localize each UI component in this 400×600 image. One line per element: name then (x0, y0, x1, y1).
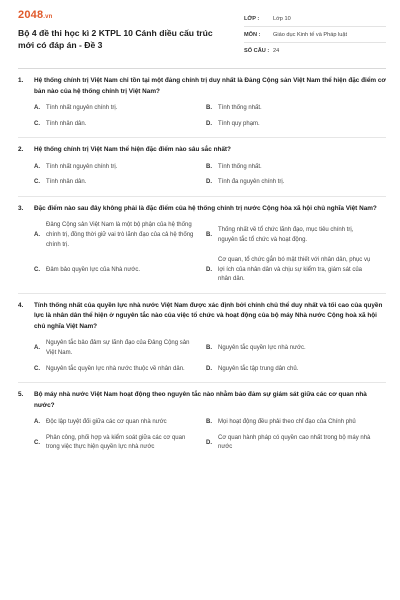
option-letter: A. (34, 163, 40, 170)
option-b[interactable] (206, 101, 378, 117)
logo-text: 2048 (18, 9, 44, 21)
option-text: Tính thống nhất. (218, 163, 262, 170)
option-text: Nguyên tắc quyền lực nhà nước thuộc về nhân dân. (46, 365, 185, 372)
option-d[interactable] (206, 253, 378, 288)
option-text: Tính đa nguyên chính trị. (218, 179, 285, 186)
option-letter: A. (34, 419, 40, 426)
option-text: Tính nhất nguyên chính trị. (46, 163, 118, 170)
option-text: Tính thống nhất. (218, 105, 262, 111)
option-text: Đảm bảo quyền lực của Nhà nước. (46, 266, 141, 273)
option-text: Tính nhân dân. (46, 120, 87, 127)
logo-suffix: .vn (43, 14, 53, 20)
question-text: Bộ máy nhà nước Việt Nam hoạt động theo nguyên tắc nào nhằm bảo đảm sự giám sát giữa các cơ quan nhà nước? (34, 391, 367, 409)
meta-subject (244, 27, 386, 43)
option-a[interactable] (34, 415, 206, 431)
option-letter: B. (206, 163, 212, 170)
option-letter: D. (206, 120, 212, 127)
option-text: Tính quy phạm. (218, 120, 260, 127)
answer-options (34, 160, 386, 191)
option-c[interactable] (34, 117, 206, 133)
option-text: Tính nhân dân. (46, 179, 87, 186)
option-b[interactable] (206, 415, 378, 431)
option-b[interactable] (206, 336, 378, 361)
question-1 (18, 69, 386, 138)
option-b[interactable] (206, 218, 378, 253)
option-c[interactable] (34, 253, 206, 288)
answer-options (34, 336, 386, 377)
option-c[interactable] (34, 362, 206, 378)
question-text: Đặc điểm nào sau đây không phải là đặc điểm của hệ thống chính trị nước Cộng hòa xã hội chủ nghĩa Việt Nam? (34, 204, 377, 212)
question-2 (18, 138, 386, 197)
meta-key: LỚP : (244, 15, 260, 22)
meta-class (244, 11, 386, 27)
question-number: 2. (18, 146, 24, 154)
option-a[interactable] (34, 160, 206, 176)
header-left (18, 0, 230, 68)
option-letter: B. (206, 105, 212, 111)
answer-options (34, 415, 386, 456)
option-letter: B. (206, 345, 212, 352)
question-5 (18, 383, 386, 461)
question-list (18, 69, 386, 461)
option-letter: C. (34, 365, 40, 372)
option-letter: D. (206, 179, 212, 186)
option-letter: C. (34, 439, 40, 446)
option-text: Độc lập tuyệt đối giữa các cơ quan nhà nước (46, 419, 167, 426)
option-letter: D. (206, 266, 212, 273)
meta-value: 24 (273, 47, 280, 54)
site-logo[interactable] (18, 9, 230, 23)
option-letter: D. (206, 365, 212, 372)
meta-question-count (244, 43, 386, 58)
option-text: Mọi hoạt động đều phải theo chỉ đạo của Chính phủ (218, 419, 356, 426)
question-4 (18, 294, 386, 383)
question-text: Hệ thống chính trị Việt Nam chỉ tồn tại một đảng chính trị duy nhất là Đảng Cộng sản Việt Nam thể hiện đặc điểm cơ bản nào của hệ thống chính trị Việt Nam? (34, 77, 386, 95)
document-title: Bộ 4 đề thi học kì 2 KTPL 10 Cánh diều cấu trúc mới có đáp án - Đề 3 (18, 28, 213, 50)
option-letter: A. (34, 345, 40, 352)
answer-options (34, 101, 386, 132)
option-text: Cơ quan hành pháp có quyền cao nhất trong bộ máy nhà nước (218, 434, 371, 451)
option-text: Nguyên tắc quyền lực nhà nước. (218, 345, 306, 352)
option-text: Nguyên tắc tập trung dân chủ. (218, 365, 299, 372)
option-letter: D. (206, 439, 212, 446)
option-d[interactable] (206, 117, 378, 133)
option-text: Phân công, phối hợp và kiểm soát giữa các cơ quan trong việc thực hiện quyền lực nhà nước (46, 434, 186, 451)
exam-header (18, 0, 386, 69)
option-letter: C. (34, 179, 40, 186)
option-d[interactable] (206, 362, 378, 378)
option-letter: A. (34, 231, 40, 238)
option-letter: C. (34, 120, 40, 127)
answer-options (34, 218, 386, 288)
question-text: Tính thống nhất của quyền lực nhà nước Việt Nam được xác định bởi chính chủ thể duy nhất và tối cao của quyền lực là nhân dân thể hiện ở nguyên tắc nào của việc tổ chức và hoạt động của bộ máy Nhà nước Cộng hoà xã hội chủ nghĩa Việt Nam? (34, 301, 383, 330)
option-letter: B. (206, 419, 212, 426)
option-a[interactable] (34, 101, 206, 117)
option-text: Tính nhất nguyên chính trị. (46, 105, 118, 111)
meta-value: Lớp 10 (273, 15, 291, 22)
question-number: 1. (18, 77, 24, 84)
question-number: 3. (18, 204, 24, 212)
option-c[interactable] (34, 431, 206, 456)
question-3 (18, 197, 386, 294)
option-a[interactable] (34, 218, 206, 253)
meta-key: MÔN : (244, 31, 261, 38)
option-letter: B. (206, 231, 212, 238)
option-text: Cơ quan, tổ chức gắn bó mật thiết với nhân dân, phục vụ lợi ích của nhân dân và chịu sự kiểm tra, giám sát của nhân dân. (218, 257, 371, 283)
question-text: Hệ thống chính trị Việt Nam thể hiện đặc điểm nào sâu sắc nhất? (34, 146, 231, 154)
meta-value: Giáo dục Kinh tế và Pháp luật (273, 31, 348, 38)
option-letter: A. (34, 105, 40, 111)
option-text: Đảng Cộng sản Việt Nam là một bộ phận của hệ thống chính trị, đồng thời giữ vai trò lãnh đạo của cả hệ thống chính trị. (46, 222, 194, 248)
option-a[interactable] (34, 336, 206, 361)
exam-meta (244, 0, 386, 68)
option-d[interactable] (206, 431, 378, 456)
meta-key: SỐ CÂU : (244, 47, 270, 54)
question-number: 4. (18, 301, 24, 309)
option-b[interactable] (206, 160, 378, 176)
option-text: Nguyên tắc bảo đảm sự lãnh đạo của Đảng Cộng sản Việt Nam. (46, 340, 190, 357)
option-c[interactable] (34, 175, 206, 191)
option-text: Thống nhất về tổ chức lãnh đạo, mục tiêu chính trị, nguyên tắc tổ chức và hoạt động. (218, 227, 354, 243)
option-letter: C. (34, 266, 40, 273)
question-number: 5. (18, 391, 24, 399)
option-d[interactable] (206, 175, 378, 191)
